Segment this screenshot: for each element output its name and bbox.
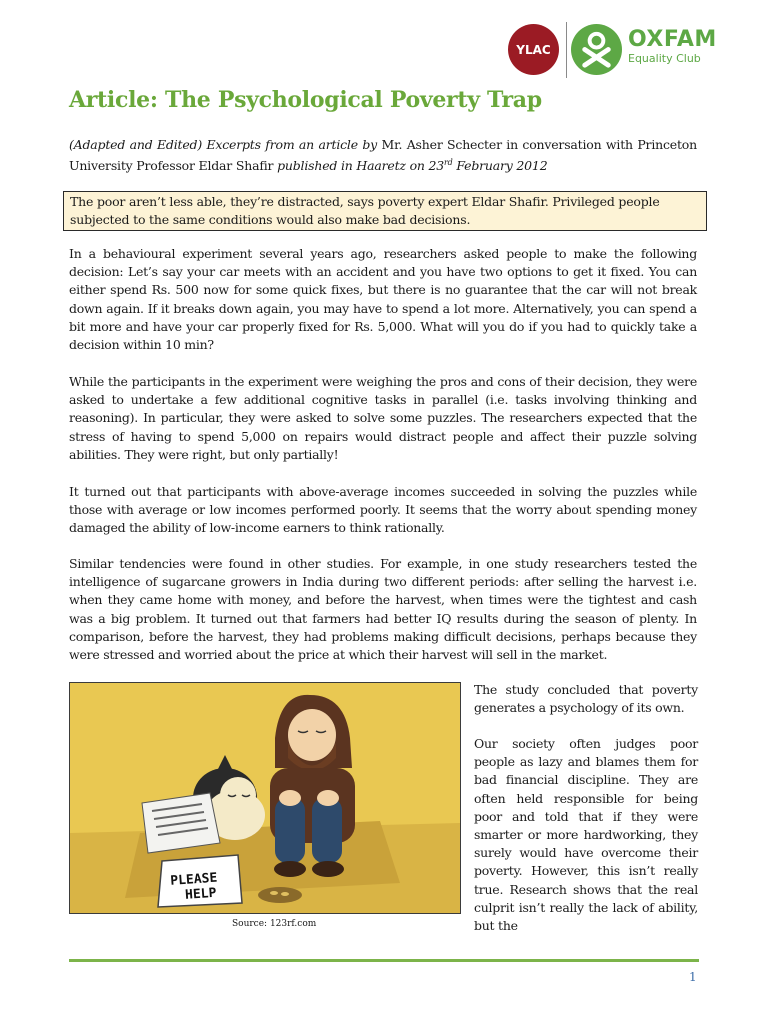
image-caption: Source: 123rf.com xyxy=(232,919,317,929)
intro-part5: February 2012 xyxy=(452,158,548,174)
oxfam-wordmark xyxy=(628,28,717,66)
sign-line-1: PLEASE xyxy=(169,870,218,889)
body-paragraph-1: In a behavioural experiment several years ago, researchers asked people to make the following decision: Let’s say your car meets with an accident and you have two options to get it fixed. You can either spend Rs. 500 now for some quick fixes, but there is no guarantee that the car will not break down again. If it breaks down again, you may have to spend a lot more. Alternatively, you can spend a bit more and have your car properly fixed for Rs. 5,000. What will you do if you had to quickly take a decision within 10 min? xyxy=(69,246,697,353)
side-paragraph-2: Our society often judges poor people as lazy and blames them for bad financial discipline. They are often held responsible for being poor and told that if they were smarter or more hardworking, they surely would have overcome their poverty. However, this isn’t really true. Research shows that the real culprit isn’t really the lack of ability, but the xyxy=(474,736,698,934)
illustration-svg xyxy=(70,683,460,913)
footer-rule xyxy=(69,959,699,962)
body-paragraph-3: It turned out that participants with above-average incomes succeeded in solving the puzzles while those with average or low incomes performed poorly. It seems that the worry about spending money damaged the ability of low-income earners to think rationally. xyxy=(69,484,697,536)
ylac-logo: YLAC xyxy=(508,24,559,75)
sign-line-2: HELP xyxy=(184,885,217,903)
logo-divider xyxy=(566,22,567,78)
poverty-illustration xyxy=(69,682,461,914)
body-paragraph-4: Similar tendencies were found in other studies. For example, in one study researchers tested the intelligence of sugarcane growers in India during two different periods: after selling the harvest i.e. when they came home with money, and before the harvest, when times were the tightest and cash was a big problem. It turned out that farmers had better IQ results during the season of plenty. In comparison, before the harvest, they had problems making difficult decisions, perhaps because they were stressed and worried about the price at which their harvest will sell in the market. xyxy=(69,556,697,663)
intro-part1: (Adapted and Edited) Excerpts from an article by xyxy=(69,137,378,152)
intro-part2: Mr. Asher Schecter in conversation with Princeton University Professor Eldar Shafir xyxy=(69,137,697,174)
oxfam-logo-icon xyxy=(571,24,622,75)
article-title: Article: The Psychological Poverty Trap xyxy=(69,87,542,113)
header-logos xyxy=(508,22,717,78)
body-paragraph-2: While the participants in the experiment were weighing the pros and cons of their decision, they were asked to undertake a few additional cognitive tasks in parallel (i.e. tasks involving thinking and reasoning). In particular, they were asked to solve some puzzles. The researchers expected that the stress of having to spend 5,000 on repairs would distract people and affect their puzzle solving abilities. They were right, but only partially! xyxy=(69,374,697,462)
oxfam-name: OXFAM xyxy=(628,27,717,52)
intro-part4: on 23 xyxy=(405,158,445,174)
intro-sup: rd xyxy=(444,158,453,167)
page-number: 1 xyxy=(689,970,697,984)
intro-part3: published in Haaretz xyxy=(277,158,406,174)
article-attribution xyxy=(69,136,697,175)
side-paragraph-1: The study concluded that poverty generates a psychology of its own. xyxy=(474,682,698,716)
oxfam-subtitle: Equality Club xyxy=(628,52,701,65)
highlight-callout: The poor aren’t less able, they’re distracted, says poverty expert Eldar Shafir. Privileged people subjected to the same conditions would also make bad decisions. xyxy=(63,191,707,231)
